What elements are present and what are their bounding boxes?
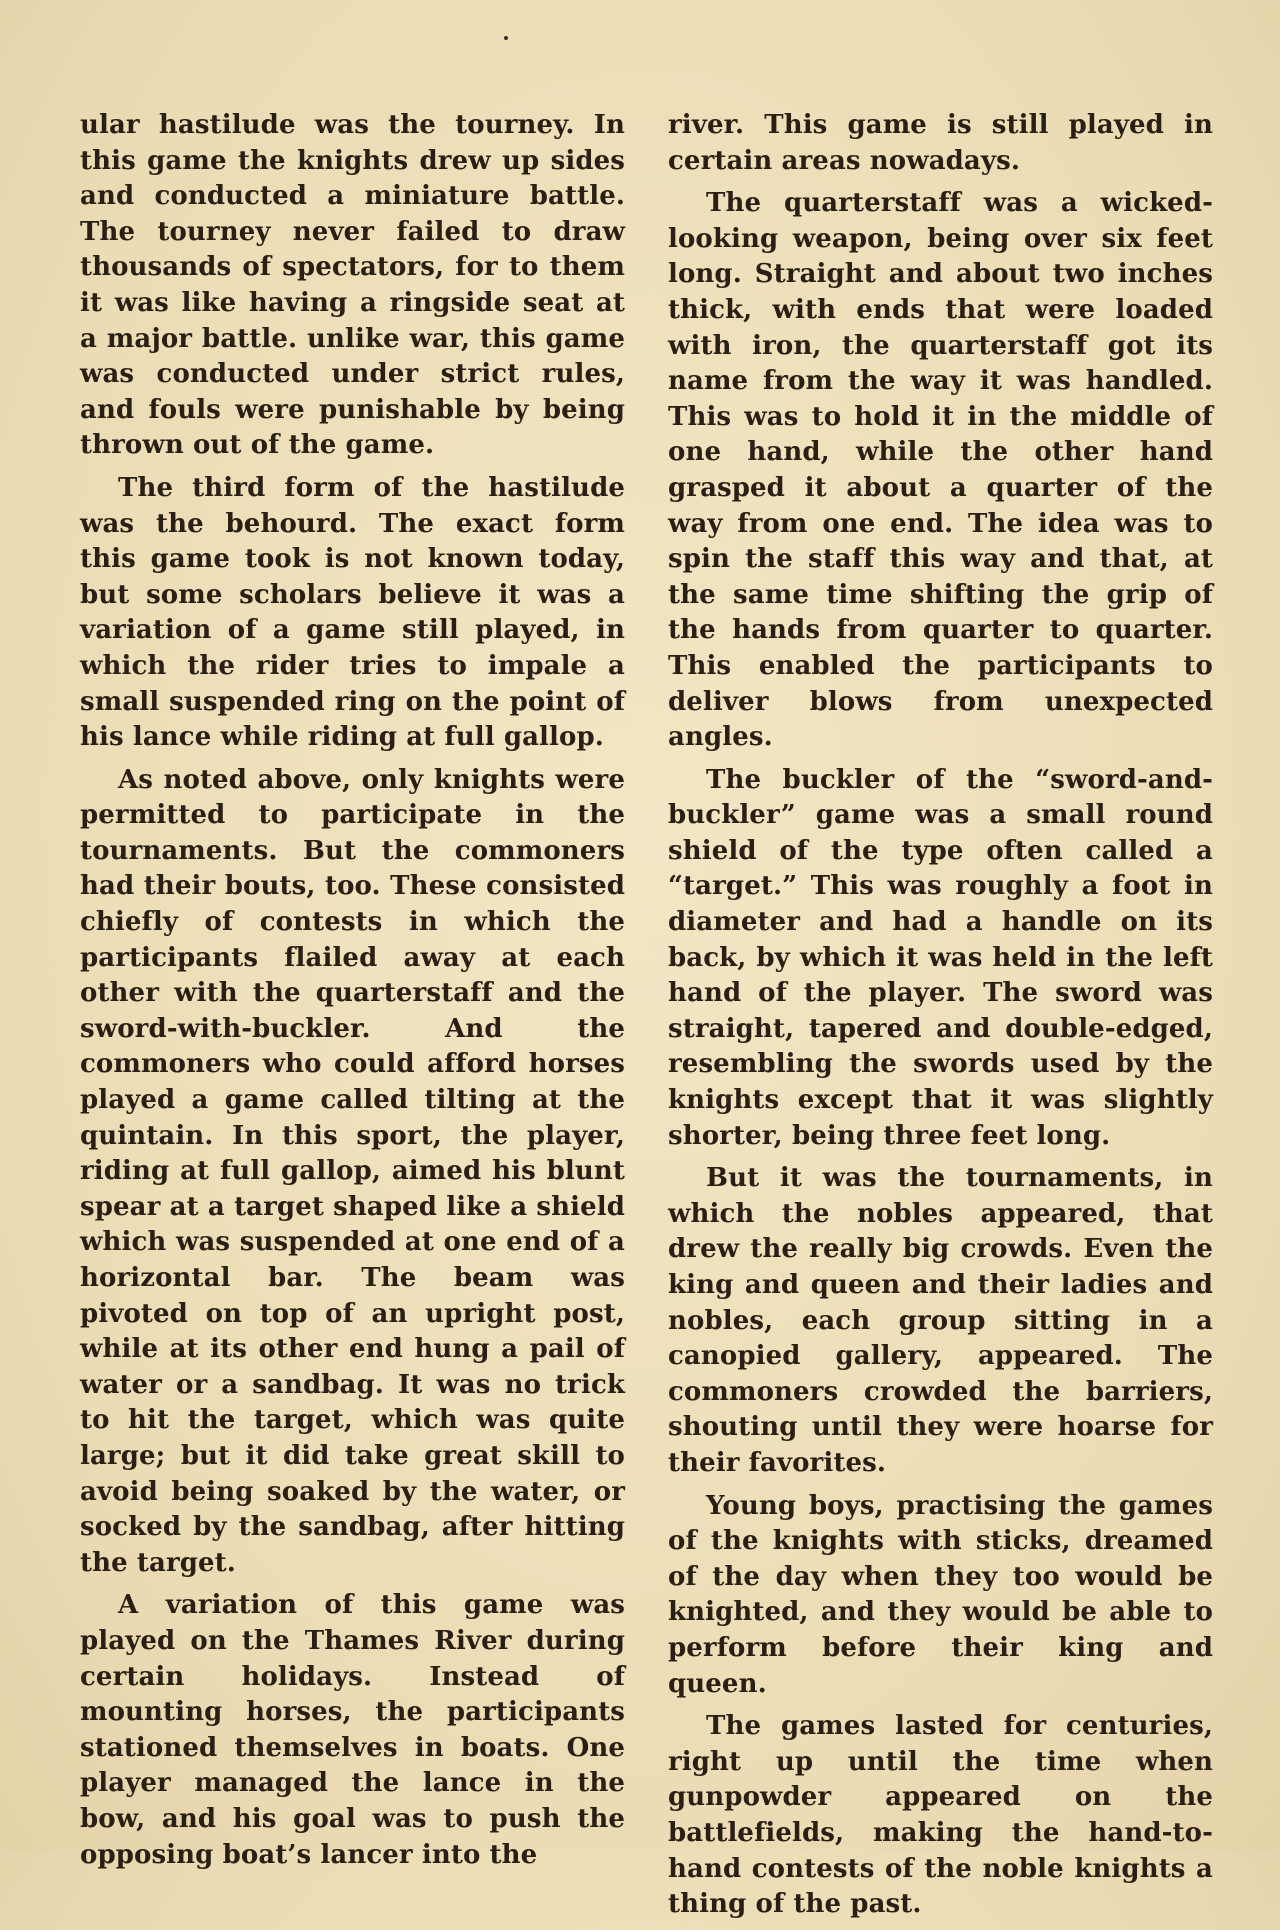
paragraph: The third form of the hastilude was the behourd. The exact form this game took is not known today, but some scholars believe it was a variation of a game still played, in which the rider tries to impale a small suspended ring on the point of his lance while riding at full gallop. <box>80 472 625 753</box>
paragraph: The games lasted for centuries, right up until the time when gunpowder appeared on the battlefields, making the hand-to-hand contests of the noble knights a thing of the past. <box>668 1711 1213 1920</box>
right-column <box>668 108 1213 1930</box>
paragraph: The quarterstaff was a wicked-looking weapon, being over six feet long. Straight and about two inches thick, with ends that were loaded with iron, the quarterstaff got its name from the way it was handled. This was to hold it in the middle of one hand, while the other hand grasped it about a quarter of the way from one end. The idea was to spin the staff this way and that, at the same time shifting the grip of the hands from quarter to quarter. This enabled the participants to deliver blows from unexpected angles. <box>668 188 1213 753</box>
left-column <box>80 108 625 1880</box>
paragraph: As noted above, only knights were permitted to participate in the tournaments. But the commoners had their bouts, too. These consisted chiefly of contests in which the participants flailed away at each other with the quarterstaff and the sword-with-buckler. And the commoners who could afford horses played a game called tilting at the quintain. In this sport, the player, riding at full gallop, aimed his blunt spear at a target shaped like a shield which was suspended at one end of a horizontal bar. The beam was pivoted on top of an upright post, while at its other end hung a pail of water or a sandbag. It was no trick to hit the target, which was quite large; but it did take great skill to avoid being soaked by the water, or socked by the sandbag, after hitting the target. <box>80 764 625 1578</box>
paragraph: The buckler of the “sword-and-buckler” game was a small round shield of the type often called a “target.” This was roughly a foot in diameter and had a handle on its back, by which it was held in the left hand of the player. The sword was straight, tapered and double-edged, resembling the swords used by the knights except that it was slightly shorter, being three feet long. <box>668 764 1213 1151</box>
paragraph: Young boys, practising the games of the knights with sticks, dreamed of the day when they too would be knighted, and they would be able to perform before their king and queen. <box>668 1490 1213 1699</box>
paragraph: But it was the tournaments, in which the nobles appeared, that drew the really big crowds. Even the king and queen and their ladies and nobles, each group sitting in a canopied gallery, appeared. The commoners crowded the barriers, shouting until they were hoarse for their favorites. <box>668 1163 1213 1478</box>
print-speck <box>504 36 508 40</box>
paragraph: ular hastilude was the tourney. In this game the knights drew up sides and conducted a miniature battle. The tourney never failed to draw thousands of spectators, for to them it was like having a ringside seat at a major battle. unlike war, this game was conducted under strict rules, and fouls were punishable by being thrown out of the game. <box>80 110 625 461</box>
paragraph: A variation of this game was played on the Thames River during certain holidays. Instead of mounting horses, the participants stationed themselves in boats. One player managed the lance in the bow, and his goal was to push the opposing boat’s lancer into the <box>80 1590 625 1870</box>
paragraph: river. This game is still played in certain areas nowadays. <box>668 110 1213 176</box>
